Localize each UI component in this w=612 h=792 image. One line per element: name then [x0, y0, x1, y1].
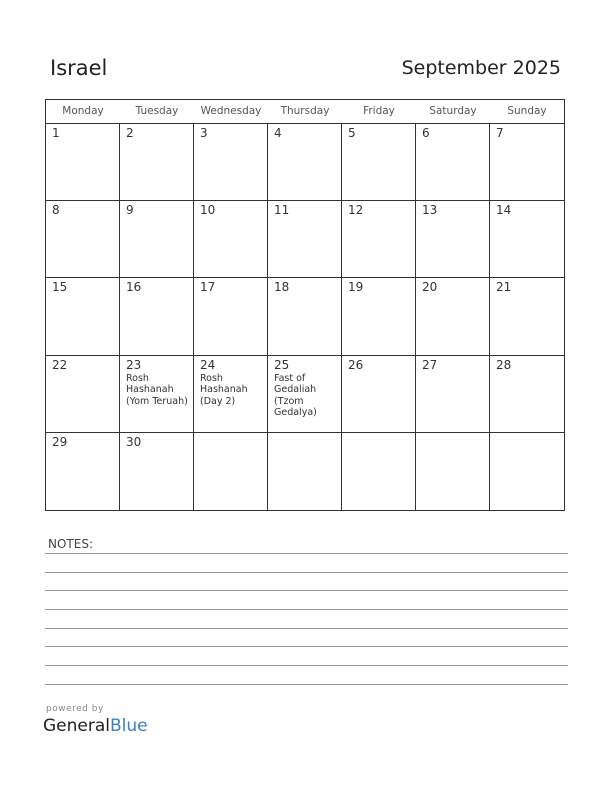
day-cell [416, 124, 490, 201]
day-cells [46, 124, 564, 510]
weekday-sunday: Sunday [507, 105, 547, 117]
day-cell [342, 356, 416, 433]
day-number: 22 [52, 357, 68, 372]
day-cell [490, 124, 564, 201]
day-number: 27 [422, 357, 438, 372]
day-cell [490, 201, 564, 278]
weekday-thursday: Thursday [280, 105, 330, 117]
day-cell [268, 433, 342, 510]
day-number: 19 [348, 280, 364, 295]
day-number: 16 [126, 280, 142, 295]
day-cell [120, 278, 194, 355]
day-number: 5 [348, 126, 356, 140]
day-number: 13 [422, 203, 438, 218]
logo-blue: Blue [110, 716, 148, 736]
weekday-friday: Friday [363, 105, 395, 117]
calendar-grid [45, 99, 565, 511]
day-cell [490, 278, 564, 355]
holiday-label: Rosh Hashanah (Yom Teruah) [126, 372, 188, 407]
day-number: 15 [52, 280, 68, 295]
day-number: 25 [274, 357, 290, 372]
day-number: 11 [274, 203, 290, 218]
day-cell [416, 278, 490, 355]
day-cell [490, 356, 564, 433]
day-number: 7 [496, 126, 504, 140]
day-number: 30 [126, 434, 142, 449]
notes-line [45, 572, 568, 573]
day-cell [120, 124, 194, 201]
day-cell [194, 124, 268, 201]
day-number: 23 [126, 357, 142, 372]
day-number: 10 [200, 203, 216, 218]
day-number: 29 [52, 434, 68, 449]
day-cell [268, 356, 342, 433]
day-cell [194, 433, 268, 510]
day-number: 20 [422, 280, 438, 295]
day-cell [46, 124, 120, 201]
day-number: 8 [52, 203, 60, 218]
day-number: 18 [274, 280, 290, 295]
weekday-wednesday: Wednesday [200, 105, 262, 117]
day-number: 14 [496, 203, 512, 218]
day-cell [120, 433, 194, 510]
notes-line [45, 609, 568, 610]
day-cell [194, 356, 268, 433]
day-cell [194, 278, 268, 355]
day-number: 24 [200, 357, 216, 372]
day-cell [46, 433, 120, 510]
holiday-label: Rosh Hashanah (Day 2) [200, 372, 248, 407]
day-number: 9 [126, 203, 134, 218]
day-number: 4 [274, 126, 282, 140]
weekday-monday: Monday [62, 105, 104, 117]
day-cell [268, 278, 342, 355]
day-cell [46, 356, 120, 433]
day-cell [46, 278, 120, 355]
weekday-saturday: Saturday [429, 105, 477, 117]
notes-line [45, 665, 568, 666]
day-cell [268, 201, 342, 278]
day-number: 21 [496, 280, 512, 295]
day-cell [120, 201, 194, 278]
day-number: 1 [52, 126, 60, 140]
weekday-tuesday: Tuesday [135, 105, 179, 117]
notes-label: NOTES: [48, 537, 93, 551]
day-cell [416, 201, 490, 278]
day-cell [416, 356, 490, 433]
notes-line [45, 628, 568, 629]
month-year-title: September 2025 [401, 57, 561, 79]
day-number: 12 [348, 203, 364, 218]
generalblue-logo [43, 716, 148, 736]
day-number: 6 [422, 126, 430, 140]
day-cell [46, 201, 120, 278]
day-cell [342, 124, 416, 201]
day-cell [342, 433, 416, 510]
day-cell [268, 124, 342, 201]
day-cell [342, 201, 416, 278]
holiday-label: Fast of Gedaliah (Tzom Gedalya) [274, 372, 317, 419]
day-cell [342, 278, 416, 355]
notes-line [45, 553, 568, 554]
notes-line [45, 646, 568, 647]
logo-general: General [43, 716, 110, 736]
powered-by-text: powered by [46, 704, 104, 714]
notes-line [45, 684, 568, 685]
notes-line [45, 590, 568, 591]
day-number: 26 [348, 357, 364, 372]
weekday-header-row [46, 100, 564, 124]
day-cell [194, 201, 268, 278]
day-cell [416, 433, 490, 510]
day-cell [490, 433, 564, 510]
day-number: 17 [200, 280, 216, 295]
country-title: Israel [50, 56, 108, 80]
day-number: 2 [126, 126, 134, 140]
day-number: 3 [200, 126, 208, 140]
day-number: 28 [496, 357, 512, 372]
day-cell [120, 356, 194, 433]
